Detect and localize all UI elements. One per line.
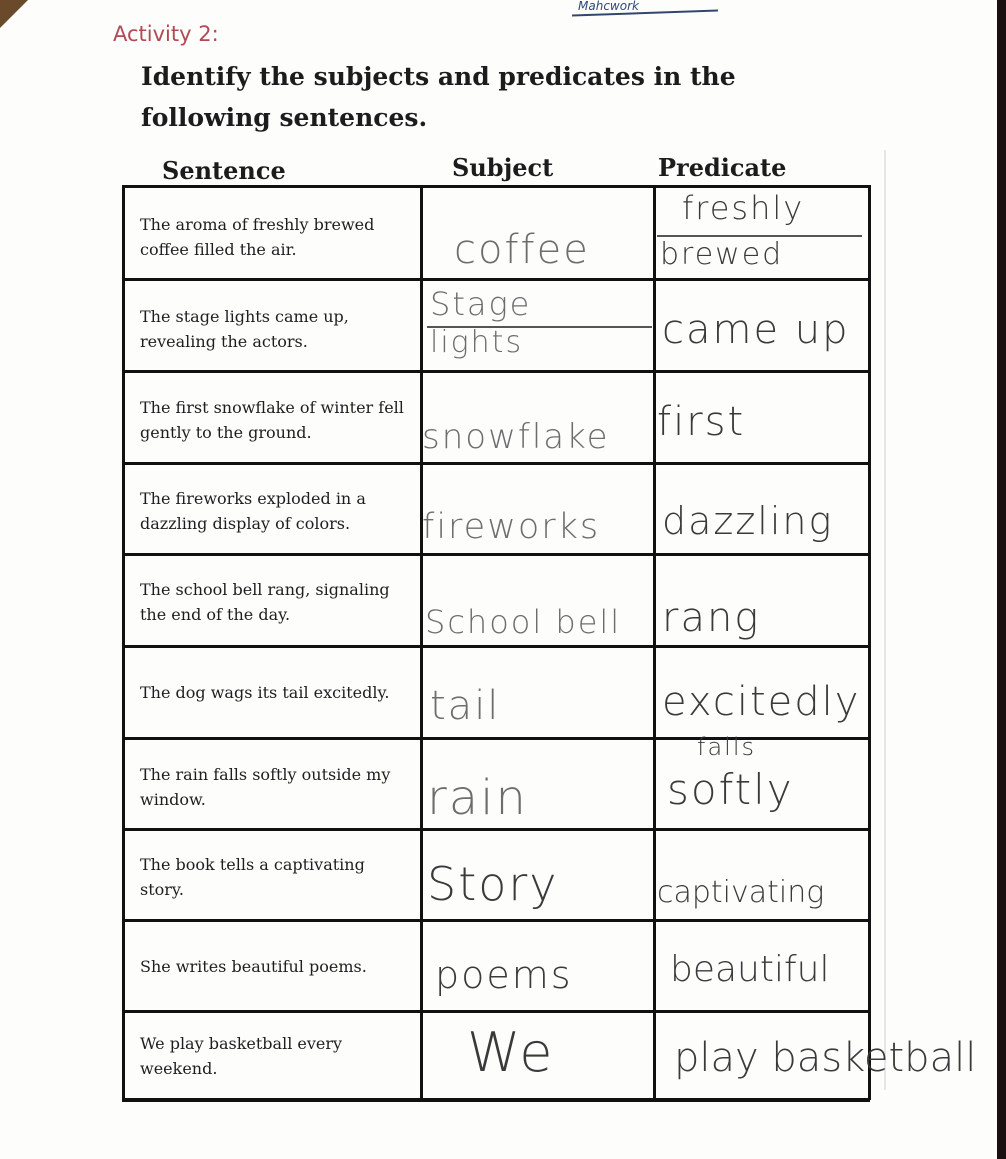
sentence-cell: The aroma of freshly brewed coffee filled the air. (140, 215, 375, 259)
grid-line (122, 278, 870, 281)
grid-line (868, 185, 871, 1100)
photo-corner-shadow (0, 0, 28, 28)
column-header-sentence: Sentence (162, 156, 286, 185)
grid-line (122, 462, 870, 465)
page-fold-line (884, 150, 886, 1090)
sentence-cell: We play basketball every weekend. (140, 1034, 343, 1078)
predicate-answer-line2: brewed (660, 237, 784, 272)
instructions-text: Identify the subjects and predicates in the following sentences. (141, 62, 736, 132)
sentence-cell: She writes beautiful poems. (140, 957, 367, 976)
predicate-answer: dazzling (662, 499, 834, 543)
subject-answer: fireworks (422, 507, 601, 547)
subject-answer: coffee (454, 227, 590, 273)
subject-answer: snowflake (422, 417, 610, 457)
grid-line (420, 185, 423, 1100)
predicate-answer: came up (662, 307, 850, 353)
subject-answer: Story (427, 857, 559, 911)
column-header-subject: Subject (452, 153, 554, 182)
sentence-cell: The dog wags its tail excitedly. (140, 683, 390, 702)
predicate-answer: beautiful (670, 949, 830, 990)
subject-answer: rain (427, 770, 528, 826)
sentence-cell: The fireworks exploded in a dazzling display of colors. (140, 489, 366, 533)
activity-heading: Activity 2: (113, 22, 219, 46)
predicate-answer-line1: falls (697, 733, 756, 761)
grid-line (122, 1098, 870, 1102)
predicate-answer: captivating (657, 875, 825, 910)
sentence-cell: The school bell rang, signaling the end of the day. (140, 580, 390, 624)
sentence-cell: The first snowflake of winter fell gently to the ground. (140, 398, 404, 442)
grid-line (122, 1010, 870, 1013)
column-header-predicate: Predicate (658, 153, 787, 182)
predicate-answer-line2: softly (667, 765, 794, 814)
grid-line (653, 185, 656, 1100)
worksheet-table (122, 185, 977, 1100)
subject-answer: School bell (425, 603, 622, 641)
subject-answer: poems (435, 953, 573, 997)
predicate-answer-line1: freshly (682, 189, 805, 227)
grid-line (122, 370, 870, 373)
sentence-cell: The book tells a captivating story. (140, 855, 365, 899)
grid-line (122, 919, 870, 922)
subject-answer-line2: lights (430, 325, 524, 360)
predicate-answer: rang (662, 595, 761, 641)
grid-line (122, 828, 870, 831)
photo-edge-background (997, 0, 1006, 1159)
grid-line (122, 185, 870, 188)
predicate-answer: excitedly (662, 679, 861, 725)
predicate-answer: first (657, 399, 746, 445)
subject-answer: We (467, 1021, 555, 1084)
signature-scribble: Mahcwork (578, 0, 639, 13)
predicate-answer: play basketball (674, 1035, 977, 1081)
grid-line (122, 645, 870, 648)
grid-line (122, 737, 870, 740)
subject-answer: tail (430, 683, 501, 729)
grid-line (122, 553, 870, 556)
subject-answer-line1: Stage (430, 285, 532, 323)
grid-line (122, 185, 125, 1100)
sentence-cell: The stage lights came up, revealing the actors. (140, 307, 349, 351)
sentence-cell: The rain falls softly outside my window. (140, 765, 391, 809)
